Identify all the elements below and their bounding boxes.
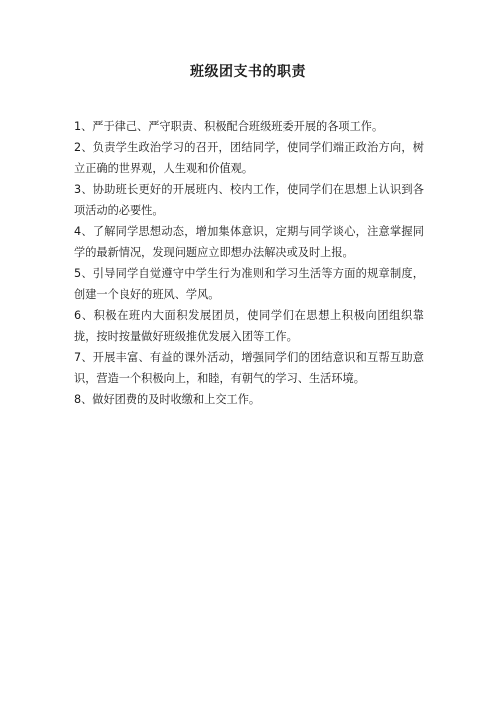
duty-item-3: 3、协助班长更好的开展班内、校内工作，使同学们在思想上认识到各项活动的必要性。: [74, 183, 424, 217]
duty-item-1: 1、严于律己、严守职责、积极配合班级班委开展的各项工作。: [74, 120, 384, 133]
duty-item-4: 4、了解同学思想动态，增加集体意识，定期与同学谈心，注意掌握同学的最新情况，发现问题应立即想办法解决或及时上报。: [74, 225, 424, 259]
duty-item-5: 5、引导同学自觉遵守中学生行为准则和学习生活等方面的规章制度，创建一个良好的班风、学风。: [74, 267, 424, 301]
document-title: 班级团支书的职责: [190, 64, 306, 80]
duties-list: [74, 116, 424, 410]
duty-item-8: 8、做好团费的及时收缴和上交工作。: [74, 393, 261, 406]
duty-item-7: 7、开展丰富、有益的课外活动，增强同学们的团结意识和互帮互助意识，营造一个积极向上，和睦，有朝气的学习、生活环境。: [74, 351, 424, 385]
duty-item-2: 2、负责学生政治学习的召开，团结同学，使同学们端正政治方向，树立正确的世界观，人生观和价值观。: [74, 141, 424, 175]
duty-item-6: 6、积极在班内大面积发展团员，使同学们在思想上积极向团组织靠拢，按时按量做好班级推优发展入团等工作。: [74, 309, 424, 343]
